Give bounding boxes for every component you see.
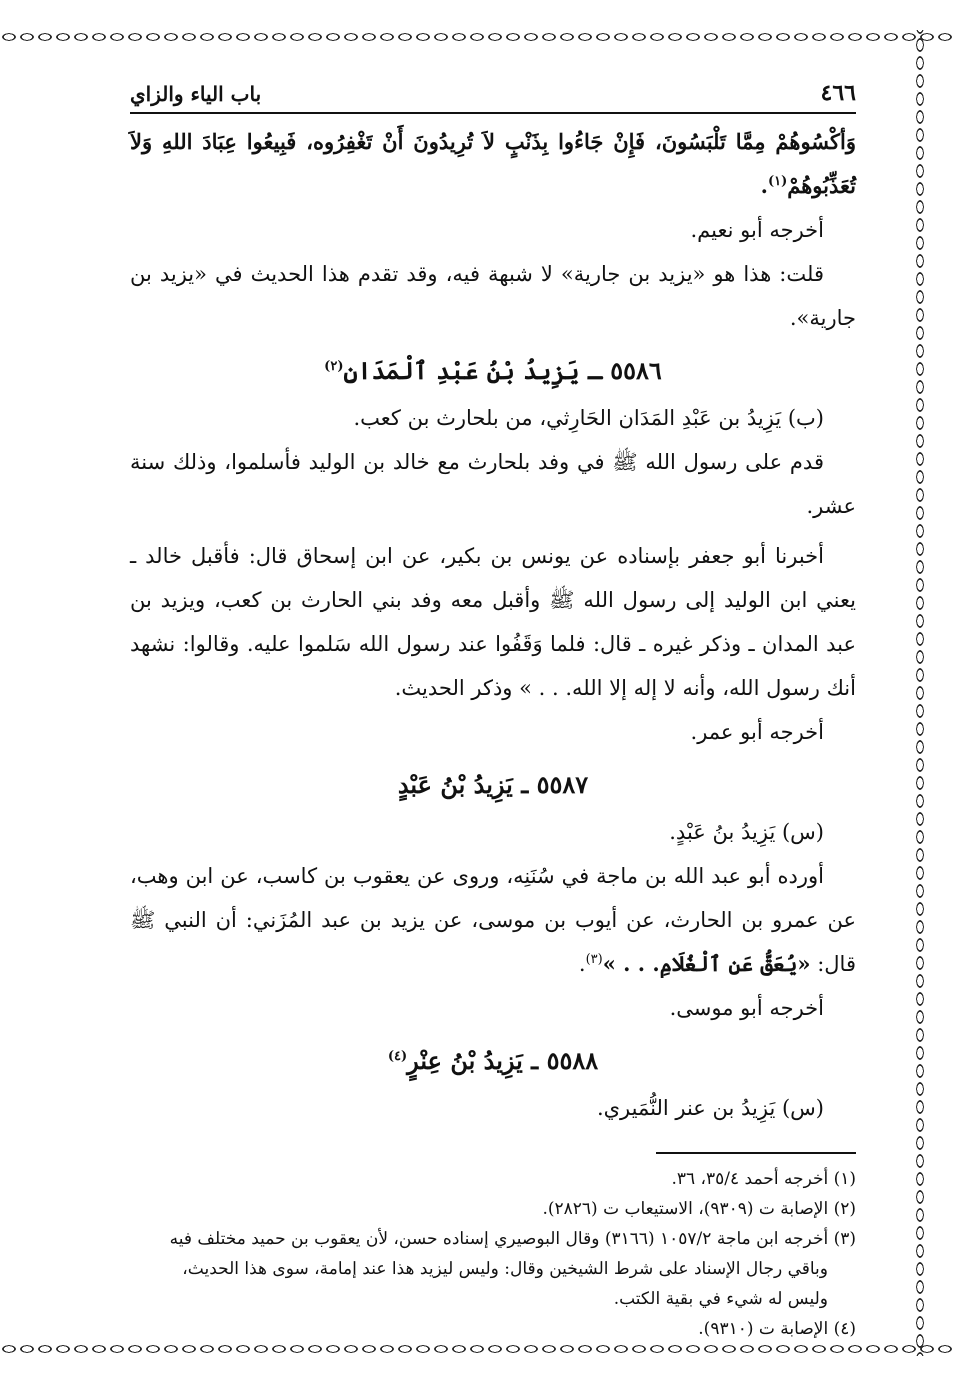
decorative-border-right — [912, 30, 928, 1356]
entry-5587-narration-end: . — [578, 952, 586, 976]
entry-5588-name: (س) يَزِيدُ بن عنر النُّمَيري. — [596, 1096, 824, 1120]
entry-5586-name: (ب) يَزِيدُ بن عَبْدِ المَدَان الحَارِثي، من بلحارث بن كعب. — [353, 406, 824, 430]
entry-5587-quote: «يُعَقُّ عَنِ ٱلْغُلَامِ. . . » — [602, 951, 811, 976]
footnote-ref-3: (٣) — [585, 952, 603, 967]
page-content — [130, 78, 856, 1344]
entry-5586-takhrij: أخرجه أبو عمر. — [690, 720, 824, 744]
entry-5586-bio: قدم على رسول الله ﷺ في وفد بلحارث مع خالد بن الوليد فأسلموا، وذلك سنة عشر. — [130, 450, 856, 518]
footnote-3-cont-2: وليس له شيء في بقية الكتب. — [613, 1289, 828, 1309]
entry-heading-5586 — [130, 346, 856, 396]
decorative-border-bottom — [0, 1342, 954, 1356]
entry-5587-name: (س) يَزِيدُ بنُ عَبْدٍ. — [669, 820, 824, 844]
hadith-text-end: . — [760, 173, 768, 198]
running-title: باب الياء والزاي — [130, 82, 262, 106]
entry-5587-narration — [130, 854, 856, 986]
entry-heading-5586-text: ٥٥٨٦ ـ يَزِيدُ بْنُ عَبْدِ ٱلْمَدَانِ — [343, 356, 662, 385]
entry-5587-takhrij: أخرجه أبو موسى. — [669, 996, 824, 1020]
hadith-text-body: وَأكْسُوهُمْ مِمَّا تَلْبَسُونَ، فَإِنْ جَاءُوا بِذَنْبٍ لاَ تُرِيدُونَ أَنْ تَغْفِرُوه، فَبِيعُوا عِبَادَ اللهِ وَلاَ تُعَذِّبُوهُمْ — [130, 129, 856, 198]
entry-heading-5588-text: ٥٥٨٨ ـ يَزِيدُ بْنُ عِنْرٍ — [407, 1046, 599, 1075]
page-header — [130, 78, 856, 114]
entry-5587-narration-body: أورده أبو عبد الله بن ماجة في سُنَنِه، وروى عن يعقوب بن كاسب، عن ابن وهب، عن عمرو بن الحارث، عن أيوب بن موسى، عن يزيد بن عبد المُزَني: أن النبي ﷺ قال: — [130, 864, 856, 976]
paragraph-comment: قلت: هذا هو «يزيد بن جارية» لا شبهة فيه، وقد تقدم هذا الحديث في «يزيد بن جارية». — [130, 262, 856, 330]
paragraph-takhrij-abu-nuaym: أخرجه أبو نعيم. — [690, 218, 824, 242]
footnote-3-cont-1: وباقي رجال الإسناد على شرط الشيخين وقال: وليس ليزيد هذا عند إمامة، سوى هذا الحديث، — [182, 1259, 828, 1279]
hadith-text — [130, 120, 856, 208]
footnote-ref-4: (٤) — [387, 1049, 408, 1064]
page-number: ٤٦٦ — [820, 80, 856, 106]
footnote-ref-2: (٢) — [324, 359, 344, 374]
footnote-1: (١) أخرجه أحمد ٣٥/٤، ٣٦. — [671, 1169, 856, 1189]
footnote-separator — [656, 1152, 856, 1154]
footnote-4: (٤) الإصابة ت (٩٣١٠). — [698, 1319, 856, 1339]
footnote-ref-1: (١) — [767, 174, 788, 189]
footnote-2: (٢) الإصابة ت (٩٣٠٩)، الاستيعاب ت (٢٨٢٦). — [542, 1199, 856, 1219]
entry-5586-narration: أخبرنا أبو جعفر بإسناده عن يونس بن بكير، عن ابن إسحاق قال: فأقبل خالد ـ يعني ابن الوليد إلى رسول الله ﷺ وأقبل معه وفد بني الحارث بن كعب، ويزيد بن عبد المدان ـ وذكر غيره ـ قال: فلما وَقَفُوا عند رسول الله سَلموا عليه. وقالوا: نشهد أنك رسول الله، وأنه لا إله إلا الله. . . » وذكر الحديث. — [130, 544, 856, 700]
entry-heading-5587: ٥٥٨٧ ـ يَزِيدُ بْنُ عَبْدٍ — [397, 770, 589, 799]
entry-heading-5588 — [130, 1036, 856, 1086]
decorative-border-top — [0, 30, 954, 44]
footnote-3: (٣) أخرجه ابن ماجة ١٠٥٧/٢ (٣١٦٦) وقال البوصيري إسناده حسن، لأن يعقوب بن حميد مختلف فيه — [169, 1229, 856, 1249]
